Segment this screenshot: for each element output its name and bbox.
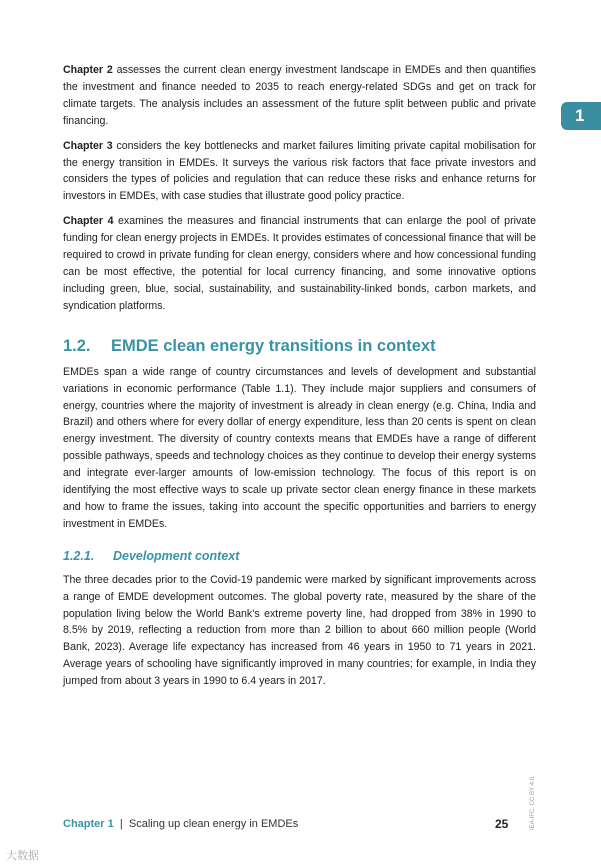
footer-chapter: Chapter 1 (63, 818, 114, 830)
section-body: EMDEs span a wide range of country circumstances and levels of development and substantial variations in economic performance (Table 1.1). They include major suppliers and consumers of energy, countries where the majority of investment is already in clean energy (e.g. China, India and Brazil) and others where for every dollar of energy expenditure, less than 20 cents is spent on clean energy investment. The diversity of country contexts means that EMDEs have a range of different possible pathways, speeds and technology choices as they continue to develop their energy systems and integrate ever-larger amounts of low-emission technology. The focus of this report is on identifying the most effective ways to scale up private sector clean energy finance in these markets and how to frame the issues, taking into account the specific opportunities and barriers to energy investment in EMDEs. (63, 365, 536, 530)
section-number: 1.2. (63, 336, 91, 355)
paragraph-text: assesses the current clean energy investment landscape in EMDEs and then quantifies the investment and finance needed to 2035 to reach energy-related SDGs and get on track for climate targets. The analysis includes an assessment of the future split between public and private financing. (63, 64, 536, 127)
paragraph-lead: Chapter 4 (63, 215, 114, 228)
license-text: IEA-IFC. CC BY 4.0. (530, 775, 536, 830)
footer-separator: | (119, 818, 123, 830)
subsection-title: Development context (113, 548, 240, 563)
paragraph-chapter-2 (63, 62, 536, 130)
paragraph-lead: Chapter 3 (63, 139, 113, 152)
paragraph-chapter-4 (63, 213, 536, 314)
page-footer (63, 818, 298, 830)
subsection-number: 1.2.1. (63, 548, 95, 563)
footer-title: Scaling up clean energy in EMDEs (128, 818, 299, 830)
paragraph-text: examines the measures and financial instruments that can enlarge the pool of private funding for clean energy projects in EMDEs. It provides estimates of concessional finance that will be required to crowd in private funding for clean energy, considers where and how concessional funding can be most effective, the potential for local currency financing, and some innovative options including green, blue, social, sustainability, and sustainability-linked bonds, carbon markets, and syndication platforms. (63, 215, 536, 312)
page-number: 25 (495, 817, 509, 831)
paragraph-lead: Chapter 2 (63, 64, 113, 76)
section-heading (63, 337, 536, 356)
paragraph-chapter-3 (63, 138, 536, 206)
subsection-heading (63, 549, 536, 563)
subsection-body: The three decades prior to the Covid-19 pandemic were marked by significant improvements across a range of EMDE development outcomes. The global poverty rate, measured by the share of the population living below the World Bank’s extreme poverty line, had dropped from 38% in 1990 to 8.5% by 2019, reflecting a reduction from more than 2 billion to about 660 million people (World Bank, 2023). Average life expectancy has increased from 46 years in 1950 to 71 years in 2021. Average years of schooling have significantly improved in many countries; for example, in India they jumped from about 3 years in 1990 to 6.4 years in 2017. (63, 573, 536, 688)
watermark-logo: 大数据 (6, 850, 39, 862)
paragraph-text: considers the key bottlenecks and market failures limiting private capital mobilisation for the energy transition in EMDEs. It surveys the various risk factors that face private investors and considers the types of policies and regulation that can reduce these risks and enhance returns for investors in EMDEs, with case studies that illustrate good policy practice. (63, 139, 536, 203)
chapter-tab[interactable]: 1 (561, 102, 601, 130)
section-title: EMDE clean energy transitions in context (111, 336, 436, 355)
page-content (63, 62, 536, 698)
